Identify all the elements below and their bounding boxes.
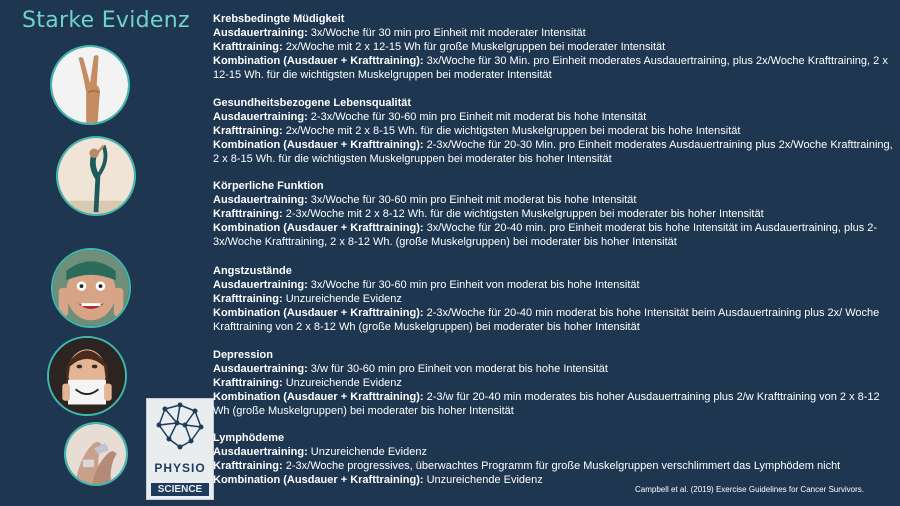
section-heading: Gesundheitsbezogene Lebensqualität xyxy=(213,97,412,109)
row-label: Krafttraining: xyxy=(213,41,283,53)
row-label: Ausdauertraining: xyxy=(213,446,308,458)
row-label: Ausdauertraining: xyxy=(213,279,308,291)
network-logo-icon xyxy=(147,399,213,459)
section-heading: Depression xyxy=(213,349,273,361)
row-strength xyxy=(213,459,893,473)
physio-science-logo xyxy=(146,398,214,500)
row-text: 2x/Woche mit 2 x 12-15 Wh für große Muskelgruppen bei moderater Intensität xyxy=(285,41,666,53)
row-label: Krafttraining: xyxy=(213,460,283,472)
anxious-face-image xyxy=(51,248,131,328)
row-label: Krafttraining: xyxy=(213,208,283,220)
section-lymphedema xyxy=(213,431,893,487)
row-label: Krafttraining: xyxy=(213,125,283,137)
row-label: Kombination (Ausdauer + Krafttraining): xyxy=(213,474,424,486)
row-label: Kombination (Ausdauer + Krafttraining): xyxy=(213,55,424,67)
row-text: Unzureichende Evidenz xyxy=(285,293,402,305)
row-strength xyxy=(213,40,893,54)
row-strength xyxy=(213,124,893,138)
row-combination xyxy=(213,138,893,166)
logo-text-science: SCIENCE xyxy=(151,483,209,496)
row-endurance xyxy=(213,278,893,292)
row-strength xyxy=(213,292,893,306)
citation: Campbell et al. (2019) Exercise Guidelines for Cancer Survivors. xyxy=(635,485,864,494)
row-label: Kombination (Ausdauer + Krafttraining): xyxy=(213,222,424,234)
row-text: 3/w für 30-60 min pro Einheit von moderat bis hohe Intensität xyxy=(310,363,608,375)
section-quality-of-life xyxy=(213,96,893,166)
row-text: 3x/Woche für 30 min pro Einheit mit moderater Intensität xyxy=(310,27,586,39)
row-text: 2-3x/Woche mit 2 x 8-12 Wh. für die wichtigsten Muskelgruppen bei moderater bis hoher Intensität xyxy=(285,208,764,220)
row-text: 2-3x/Woche für 30-60 min pro Einheit mit moderat bis hohe Intensität xyxy=(310,111,647,123)
row-label: Ausdauertraining: xyxy=(213,363,308,375)
section-heading: Körperliche Funktion xyxy=(213,180,324,192)
row-text: 3x/Woche für 30 Min. pro Einheit moderates Ausdauertraining, plus 2x/Woche Krafttraining, 2 x 12-15 Wh. für die wichtigsten Muskelgruppen bei moderater Intensität xyxy=(213,55,888,81)
section-heading: Lymphödeme xyxy=(213,432,285,444)
row-text: 2-3x/Woche für 20-30 Min. pro Einheit moderates Ausdauertraining plus 2x/Woche Krafttraining, 2 x 8-15 Wh. für die wichtigsten Muskelgruppen bei moderater bis hoher Intensität xyxy=(213,139,893,165)
section-depression xyxy=(213,348,893,418)
section-anxiety xyxy=(213,264,893,334)
row-text: 2x/Woche mit 2 x 8-15 Wh. für die wichtigsten Muskelgruppen bei moderat bis hohe Intensität xyxy=(285,125,741,137)
row-label: Ausdauertraining: xyxy=(213,194,308,206)
row-endurance xyxy=(213,193,893,207)
row-text: 3x/Woche für 30-60 min pro Einheit von moderat bis hohe Intensität xyxy=(310,279,640,291)
row-endurance xyxy=(213,110,893,124)
section-fatigue xyxy=(213,12,893,82)
logo-text-physio: PHYSIO xyxy=(154,461,206,475)
row-text: 3x/Woche für 30-60 min pro Einheit mit moderat bis hohe Intensität xyxy=(310,194,637,206)
row-label: Kombination (Ausdauer + Krafttraining): xyxy=(213,307,424,319)
row-combination xyxy=(213,306,893,334)
row-label: Kombination (Ausdauer + Krafttraining): xyxy=(213,139,424,151)
row-label: Ausdauertraining: xyxy=(213,27,308,39)
row-text: Unzureichende Evidenz xyxy=(426,474,543,486)
row-text: Unzureichende Evidenz xyxy=(310,446,427,458)
row-combination xyxy=(213,221,893,249)
evidence-list xyxy=(213,12,893,501)
row-endurance xyxy=(213,362,893,376)
row-endurance xyxy=(213,26,893,40)
section-physical-function xyxy=(213,179,893,249)
row-label: Ausdauertraining: xyxy=(213,111,308,123)
row-combination xyxy=(213,54,893,82)
row-combination xyxy=(213,390,893,418)
row-text: 3x/Woche für 20-40 min. pro Einheit moderat bis hohe Intensität im Ausdauertraining, plus 2-3x/Woche Krafttraining, 2 x 8-12 Wh. (große Muskelgruppen) bei moderater bis hoher Intensität xyxy=(213,222,878,248)
section-heading: Krebsbedingte Müdigkeit xyxy=(213,13,345,25)
row-text: 2-3x/Woche progressives, überwachtes Programm für große Muskelgruppen verschlimmert das Lymphödem nicht xyxy=(285,460,841,472)
row-label: Krafttraining: xyxy=(213,377,283,389)
row-label: Kombination (Ausdauer + Krafttraining): xyxy=(213,391,424,403)
yoga-pose-image xyxy=(56,136,136,216)
hand-peace-sign-image xyxy=(50,45,130,125)
row-label: Krafttraining: xyxy=(213,293,283,305)
row-strength xyxy=(213,207,893,221)
row-strength xyxy=(213,376,893,390)
row-text: 2-3/w für 20-40 min moderates bis hoher Ausdauertraining plus 2/w Krafttraining von 2 x 8-12 Wh (große Muskelgruppen) bei moderater bis hoher Intensität xyxy=(213,391,880,417)
hands-image xyxy=(64,422,128,486)
row-endurance xyxy=(213,445,893,459)
smile-sign-woman-image xyxy=(47,336,127,416)
row-text: Unzureichende Evidenz xyxy=(285,377,402,389)
section-heading: Angstzustände xyxy=(213,265,292,277)
row-text: 2-3x/Woche für 20-40 min moderat bis hohe Intensität beim Ausdauertraining plus 2x/ Woche Krafttraining von 2 x 8-12 Wh (große Muskelgruppen) bei moderater bis hoher Intensität xyxy=(213,307,880,333)
page-title: Starke Evidenz xyxy=(22,8,190,33)
